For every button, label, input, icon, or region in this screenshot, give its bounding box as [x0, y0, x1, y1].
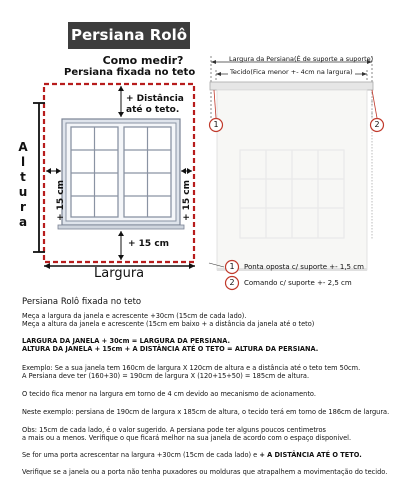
right-margin-label: + 15 cm — [182, 180, 192, 222]
callout-1-number: 1 — [213, 120, 219, 129]
body-heading: Persiana Rolô fixada no teto — [22, 297, 142, 307]
left-margin-label: + 15 cm — [56, 180, 66, 222]
bottom-margin-label: + 15 cm — [128, 239, 170, 249]
legend-text-1: Ponta oposta c/ suporte +- 1,5 cm — [244, 263, 364, 271]
support-width-label: Largura da Persiana(É de suporte a suporte) — [229, 55, 374, 63]
body-p2-l2: ALTURA DA JANELA + 15cm + A DISTÂNCIA ATÉ O TETO = ALTURA DA PERSIANA. — [22, 345, 319, 353]
top-distance-label: + Distância até o teto. — [126, 94, 184, 115]
width-label: Largura — [94, 266, 145, 281]
body-p6-l2: a mais ou a menos. Verifique o que ficará melhor na sua janela de acordo com o espaço disponivel. — [22, 434, 352, 442]
body-p4: O tecido fica menor na largura em torno de 4 cm devido ao mecanismo de acionamento. — [22, 390, 316, 398]
callout-2-number: 2 — [374, 120, 380, 129]
body-p5: Neste exemplo: persiana de 190cm de largura x 185cm de altura, o tecido terá em torno de 186cm de largura. — [22, 408, 390, 416]
body-p7-b: + A DISTÂNCIA ATÉ O TETO. — [259, 451, 362, 459]
fabric-width-label: Tecido(Fica menor +- 4cm na largura) — [230, 68, 353, 76]
legend-num-1: 1 — [229, 262, 235, 271]
body-p7-a: Se for uma porta acrescentar na largura +30cm (15cm de cada lado) e — [22, 451, 260, 459]
body-p1-l1: Meça a largura da janela e acrescente +30cm (15cm de cada lado). — [22, 312, 247, 320]
roller-tube — [210, 82, 373, 90]
body-p3-l1: Exemplo: Se a sua janela tem 160cm de largura X 120cm de altura e a distância até o teto tem 50cm. — [22, 364, 361, 372]
body-p3-l2: A Persiana deve ter (160+30) = 190cm de largura X (120+15+50) = 185cm de altura. — [22, 372, 310, 380]
page-title: Persiana Rolô — [68, 22, 190, 49]
body-p6-l1: Obs: 15cm de cada lado, é o valor sugerido. A persiana pode ter alguns poucos centimetros — [22, 426, 326, 434]
body-p8: Verifique se a janela ou a porta não tenha puxadores ou molduras que atrapalhem a movimentação do tecido. — [22, 468, 388, 476]
body-p1-l2: Meça a altura da janela e acrescente (15cm em baixo + a distância da janela até o teto) — [22, 320, 315, 328]
diagram-question: Como medir? — [102, 54, 184, 67]
legend-num-2: 2 — [229, 278, 235, 287]
body-p7 — [22, 452, 362, 460]
height-label: A l t u r a — [18, 140, 28, 229]
diagram-subtitle: Persiana fixada no teto — [64, 67, 196, 78]
legend-text-2: Comando c/ suporte +- 2,5 cm — [244, 279, 352, 287]
body-p2-l1: LARGURA DA JANELA + 30cm = LARGURA DA PERSIANA. — [22, 337, 231, 345]
